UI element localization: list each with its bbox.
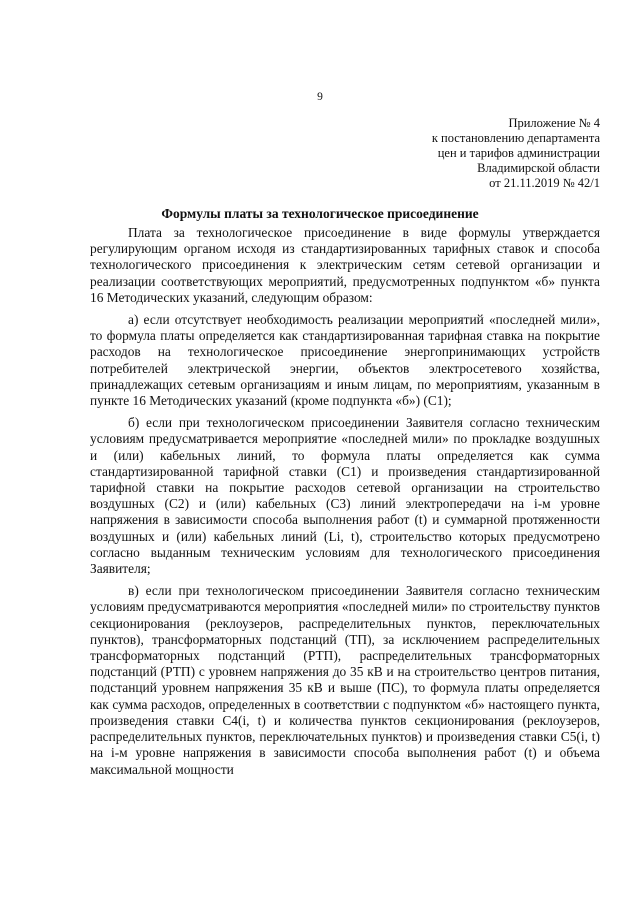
appendix-line: от 21.11.2019 № 42/1 bbox=[489, 176, 600, 190]
appendix-line: Приложение № 4 bbox=[508, 116, 600, 130]
paragraph-v: в) если при технологическом присоединении Заявителя согласно техническим условиям предусматриваются мероприятия «последней мили» по строительству пунктов секционирования (реклоузеров, распределительных пунктов, переключательных пунктов), трансформаторных подстанций (ТП), за исключением распределительных трансформаторных подстанций (РТП), распределительных трансформаторных подстанций (РТП) с уровнем напряжения до 35 кВ и на строительство центров питания, подстанций уровнем напряжения 35 кВ и выше (ПС), то формула платы определяется как сумма расходов, определенных в соответствии с подпунктом «б» настоящего пункта, произведения ставки С4(i, t) и количества пунктов секционирования (реклоузеров, распределительных пунктов, переключательных пунктов) и произведения ставки С5(i, t) на i-м уровне напряжения в зависимости способа выполнения работ (t) и объема максимальной мощности bbox=[90, 583, 600, 777]
paragraph-intro: Плата за технологическое присоединение в виде формулы утверждается регулирующим органом исходя из стандартизированных тарифных ставок и способа технологического присоединения к электрическим сетям сетевой организации и реализации соответствующих мероприятий, предусмотренных подпунктом «б» пункта 16 Методических указаний, следующим образом: bbox=[90, 225, 600, 305]
appendix-line: к постановлению департамента bbox=[431, 131, 600, 145]
document-title: Формулы платы за технологическое присоединение bbox=[161, 206, 479, 221]
document-body bbox=[90, 225, 600, 782]
page-number: 9 bbox=[317, 91, 323, 103]
paragraph-b: б) если при технологическом присоединении Заявителя согласно техническим условиям предусматривается мероприятие «последней мили» по прокладке воздушных и (или) кабельных линий, то формула платы определяется как сумма стандартизированной тарифной ставки (С1) и произведения стандартизированной тарифной ставки на покрытие расходов сетевой организации на строительство воздушных (С2) и (или) кабельных (С3) линий электропередачи на i-м уровне напряжения в зависимости способа выполнения работ (t) и суммарной протяженности воздушных и (или) кабельных линий (Li, t), строительство которых предусмотрено согласно выданным техническим условиям для технологического присоединения Заявителя; bbox=[90, 415, 600, 577]
appendix-line: цен и тарифов администрации bbox=[437, 146, 600, 160]
paragraph-a: а) если отсутствует необходимость реализации мероприятий «последней мили», то формула платы определяется как стандартизированная тарифная ставка на покрытие расходов на технологическое присоединение энергопринимающих устройств потребителей электрической энергии, объектов электросетевого хозяйства, принадлежащих сетевым организациям и иным лицам, по мероприятиям, указанным в пункте 16 Методических указаний (кроме подпункта «б») (С1); bbox=[90, 312, 600, 409]
appendix-header bbox=[370, 116, 600, 191]
appendix-line: Владимирской области bbox=[477, 161, 600, 175]
